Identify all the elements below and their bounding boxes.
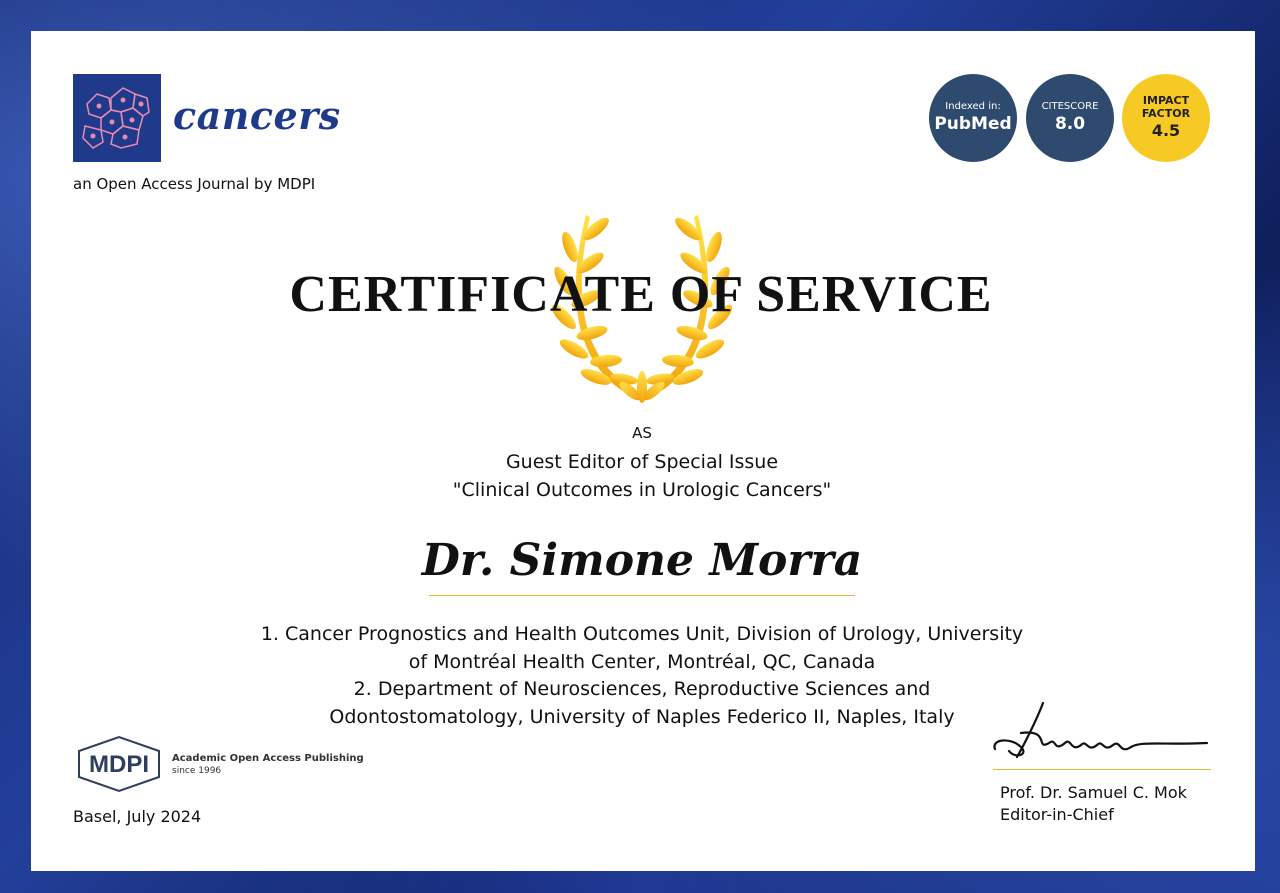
affiliation-line: of Montréal Health Center, Montréal, QC, Canada: [408, 650, 876, 673]
affiliation-line: Odontostomatology, University of Naples Federico II, Naples, Italy: [329, 705, 955, 728]
affiliation-line: 2. Department of Neurosciences, Reproductive Sciences and: [353, 678, 931, 700]
impact-value: 4.5: [1151, 121, 1181, 140]
mdpi-logo-text: MDPI: [89, 751, 149, 778]
affiliation-line: 1. Cancer Prognostics and Health Outcomes Unit, Division of Urology, University: [260, 623, 1024, 645]
citescore-label: CITESCORE: [1041, 101, 1099, 112]
role-text: Guest Editor of Special Issue: [505, 451, 779, 473]
recipient-underline: [429, 595, 855, 596]
impact-label-2: FACTOR: [1141, 107, 1191, 120]
publisher-line1: Academic Open Access Publishing: [172, 753, 364, 764]
certificate-paper: [31, 31, 1255, 871]
as-label: AS: [632, 424, 652, 442]
pubmed-value: PubMed: [934, 114, 1012, 134]
signer-title: Editor-in-Chief: [1000, 805, 1114, 824]
signer-name: Prof. Dr. Samuel C. Mok: [1000, 783, 1187, 802]
certificate-title: CERTIFICATE OF SERVICE: [289, 266, 993, 323]
cancers-logo-icon: [73, 74, 161, 162]
signature-line: [993, 769, 1211, 770]
signature-image: [991, 699, 1213, 767]
mdpi-logo-icon: [73, 735, 165, 797]
pubmed-label: Indexed in:: [945, 101, 1001, 112]
recipient-name: Dr. Simone Morra: [421, 535, 863, 586]
citescore-badge: [1026, 74, 1114, 162]
signer-block: [1000, 782, 1187, 826]
citescore-value: 8.0: [1054, 114, 1086, 134]
journal-tagline: an Open Access Journal by MDPI: [73, 175, 316, 193]
pubmed-badge: [929, 74, 1017, 162]
publisher-line2: since 1996: [172, 766, 222, 776]
impact-factor-badge: [1122, 74, 1210, 162]
journal-name: cancers: [173, 93, 341, 138]
special-issue-title: "Clinical Outcomes in Urologic Cancers": [452, 479, 832, 501]
impact-label-1: IMPACT: [1142, 94, 1190, 107]
place-date: Basel, July 2024: [73, 807, 202, 826]
